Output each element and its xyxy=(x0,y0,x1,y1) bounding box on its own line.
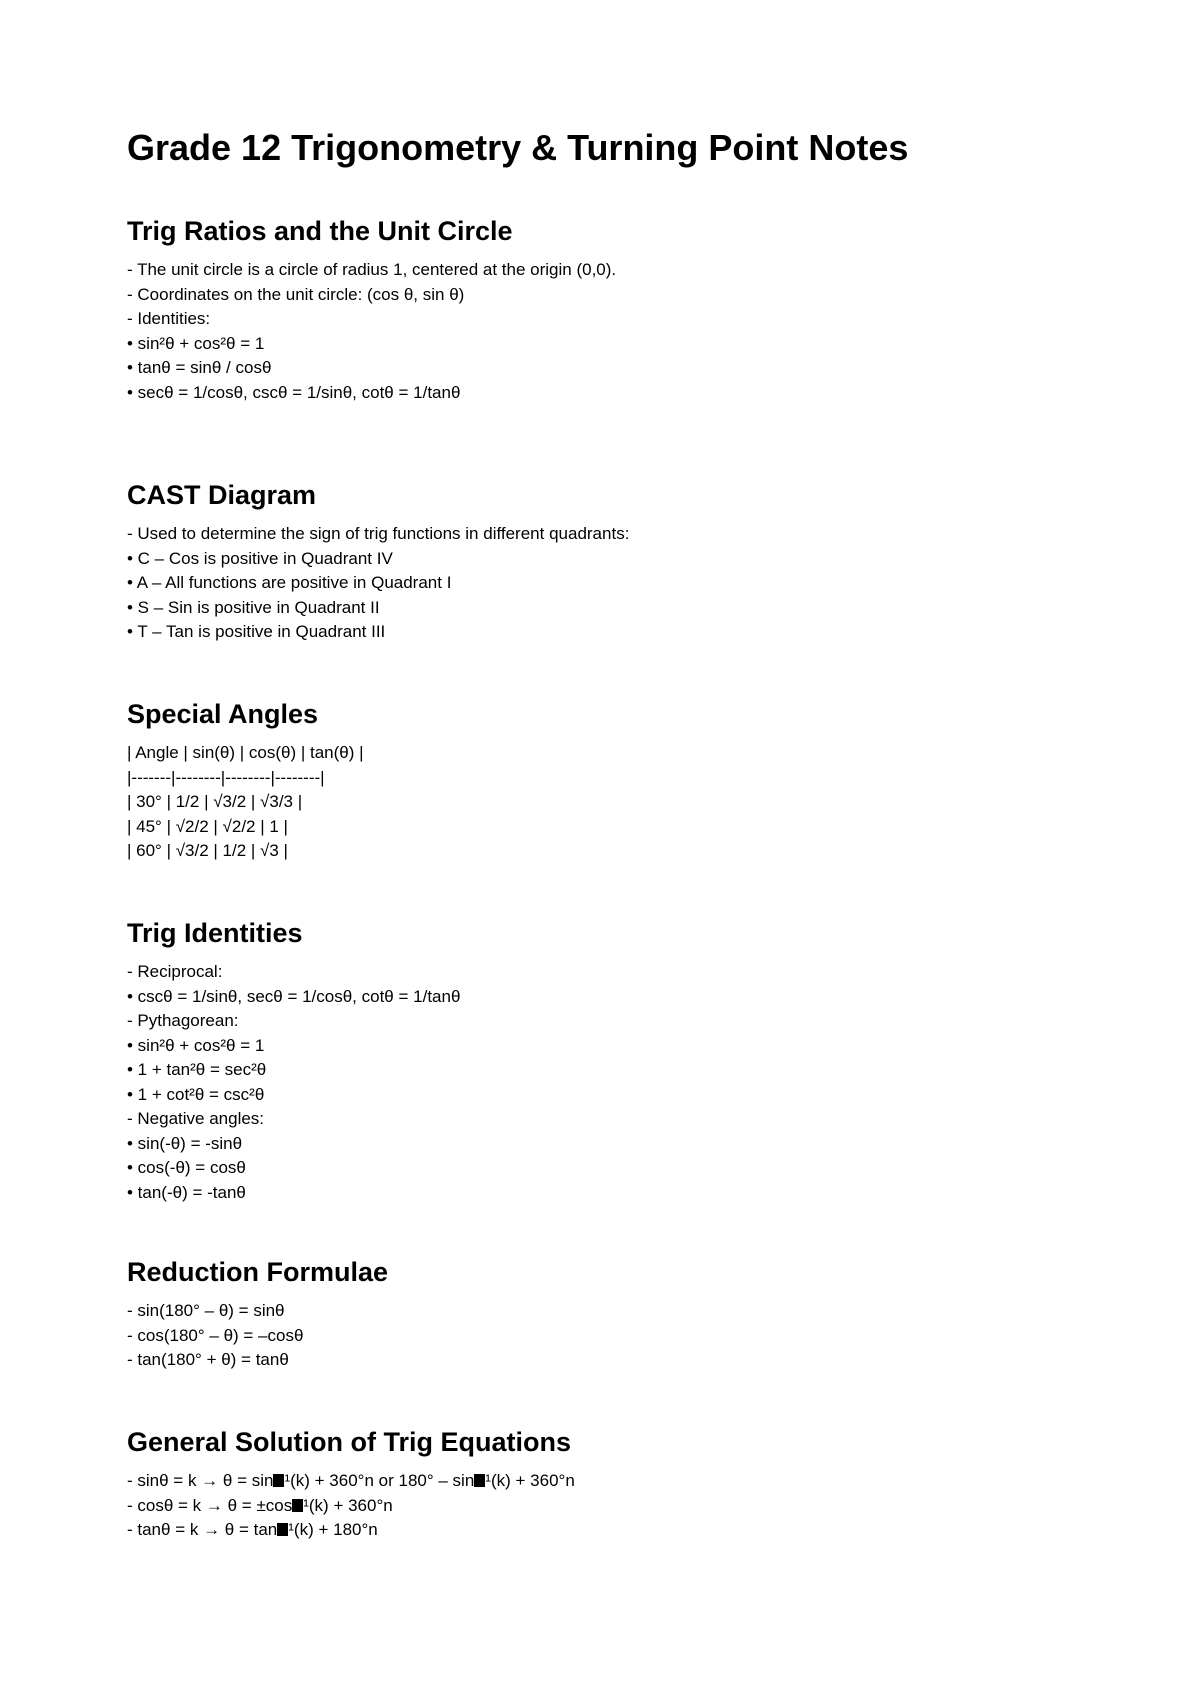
section-heading: Special Angles xyxy=(127,699,319,729)
section-special-angles xyxy=(127,697,1127,864)
section-lines xyxy=(127,522,1127,645)
section-lines xyxy=(127,258,1127,405)
list-item: - Pythagorean: xyxy=(127,1011,239,1030)
section-trig-ratios xyxy=(127,214,1127,405)
section-heading: CAST Diagram xyxy=(127,480,317,510)
section-heading: General Solution of Trig Equations xyxy=(127,1427,572,1457)
list-item: - Identities: xyxy=(127,309,211,328)
list-item: • tan(-θ) = -tanθ xyxy=(127,1182,246,1202)
section-cast-diagram xyxy=(127,478,1127,645)
table-row: | 60° | √3/2 | 1/2 | √3 | xyxy=(127,841,288,860)
section-lines xyxy=(127,1469,1127,1543)
list-item: - cos(180° – θ) = –cosθ xyxy=(127,1325,304,1345)
page-title: Grade 12 Trigonometry & Turning Point Notes xyxy=(127,127,909,168)
list-item: • secθ = 1/cosθ, cscθ = 1/sinθ, cotθ = 1/tanθ xyxy=(127,382,461,402)
section-lines xyxy=(127,1299,1127,1373)
table-row: |-------|--------|--------|--------| xyxy=(127,767,325,787)
list-item: • C – Cos is positive in Quadrant IV xyxy=(127,548,393,568)
list-item: - tanθ = k → θ = tan ¹(k) + 180°n xyxy=(127,1520,378,1539)
missing-glyph-box xyxy=(474,1474,485,1487)
list-item: - Used to determine the sign of trig functions in different quadrants: xyxy=(127,524,630,543)
list-item: • 1 + cot²θ = csc²θ xyxy=(127,1084,265,1104)
section-heading: Trig Ratios and the Unit Circle xyxy=(127,216,513,246)
list-item: - tan(180° + θ) = tanθ xyxy=(127,1350,289,1369)
table-row: | 45° | √2/2 | √2/2 | 1 | xyxy=(127,816,288,836)
missing-glyph-box xyxy=(273,1474,284,1487)
list-item: - sin(180° – θ) = sinθ xyxy=(127,1301,285,1320)
list-item: - cosθ = k → θ = ±cos ¹(k) + 360°n xyxy=(127,1495,393,1515)
missing-glyph-box xyxy=(292,1499,303,1512)
list-item: - sinθ = k → θ = sin ¹(k) + 360°n or 180° – sin ¹(k) + 360°n xyxy=(127,1471,575,1490)
special-angles-table xyxy=(127,741,1127,864)
table-row: | Angle | sin(θ) | cos(θ) | tan(θ) | xyxy=(127,743,364,762)
section-heading: Trig Identities xyxy=(127,918,303,948)
section-lines xyxy=(127,960,1127,1205)
section-general-solution xyxy=(127,1425,1127,1543)
list-item: - The unit circle is a circle of radius 1, centered at the origin (0,0). xyxy=(127,260,617,279)
list-item: • tanθ = sinθ / cosθ xyxy=(127,358,272,377)
list-item: • 1 + tan²θ = sec²θ xyxy=(127,1060,267,1079)
section-reduction-formulae xyxy=(127,1255,1127,1373)
list-item: • sin(-θ) = -sinθ xyxy=(127,1133,243,1153)
list-item: • T – Tan is positive in Quadrant III xyxy=(127,622,386,641)
missing-glyph-box xyxy=(277,1523,288,1536)
table-row: | 30° | 1/2 | √3/2 | √3/3 | xyxy=(127,792,303,811)
list-item: • cscθ = 1/sinθ, secθ = 1/cosθ, cotθ = 1/tanθ xyxy=(127,986,461,1006)
list-item: • sin²θ + cos²θ = 1 xyxy=(127,1035,265,1055)
list-item: - Negative angles: xyxy=(127,1109,265,1128)
list-item: • cos(-θ) = cosθ xyxy=(127,1158,246,1177)
list-item: - Reciprocal: xyxy=(127,962,223,981)
section-heading: Reduction Formulae xyxy=(127,1257,389,1287)
list-item: • A – All functions are positive in Quadrant I xyxy=(127,573,452,592)
list-item: • sin²θ + cos²θ = 1 xyxy=(127,333,265,353)
section-trig-identities xyxy=(127,916,1127,1205)
list-item: - Coordinates on the unit circle: (cos θ, sin θ) xyxy=(127,284,465,304)
list-item: • S – Sin is positive in Quadrant II xyxy=(127,597,380,617)
